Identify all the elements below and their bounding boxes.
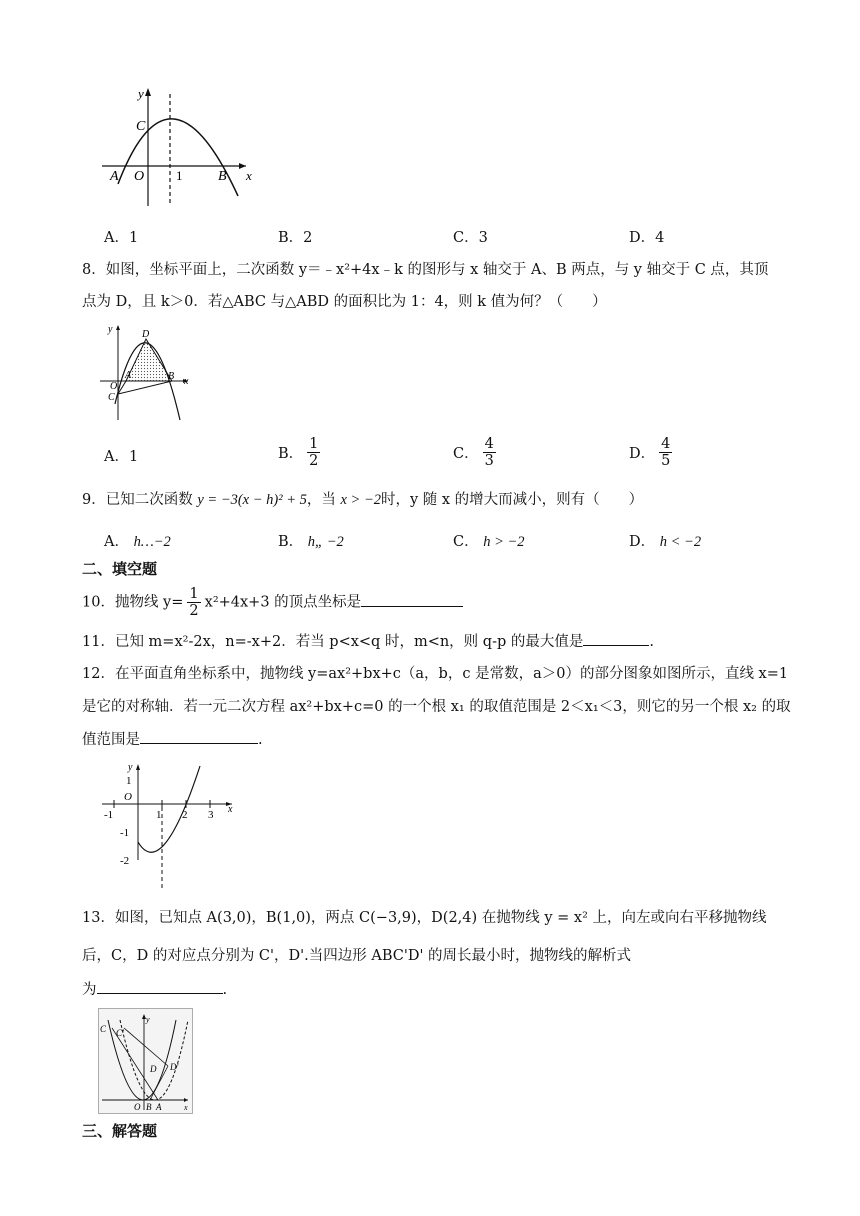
q13-question-line3: 为 . <box>82 978 822 1002</box>
q13-question-line2: 后，C，D 的对应点分别为 C'，D'.当四边形 ABC'D' 的周长最小时，抛物线的解析式 <box>82 948 632 964</box>
q12-y-tick-1: 1 <box>126 775 132 787</box>
q9-question: 9．已知二次函数 y = −3(x − h)² + 5，当 x > −2时，y 随 x 的增大而减小，则有（ ） <box>82 492 644 508</box>
q13-x-label: x <box>184 1103 188 1112</box>
q8-point-b: B <box>168 371 175 382</box>
q9-option-b[interactable]: B． h„ −2 <box>278 534 344 550</box>
q12-x-tick-2: 2 <box>182 809 188 821</box>
q12-x-tick-3: 3 <box>208 809 214 821</box>
q7-point-c: C <box>136 119 146 134</box>
q8-y-label: y <box>108 324 113 335</box>
q11-answer-blank[interactable] <box>583 631 649 646</box>
q12-question-line1: 12．在平面直角坐标系中，抛物线 y=ax²+bx+c（a，b，c 是常数，a＞0）的部分图象如图所示，直线 x=1 <box>82 666 789 682</box>
q8-x-label: x <box>184 376 189 387</box>
q8-option-b[interactable]: B． $\frac{1}{2}$ <box>278 436 319 469</box>
q13-point-c: C <box>100 1024 107 1034</box>
q7-tick-1: 1 <box>176 168 183 183</box>
q8-point-d: D <box>142 329 150 340</box>
q12-x-label: x <box>228 804 233 815</box>
q13-question-line1: 13．如图，已知点 A(3,0)，B(1,0)，两点 C(−3,9)，D(2,4) 在抛物线 y = x² 上，向左或向右平移抛物线 <box>82 910 767 926</box>
q9-option-d[interactable]: D． h < −2 <box>629 534 702 550</box>
q8-question-line1: 8．如图，坐标平面上，二次函数 y＝﹣x²+4x﹣k 的图形与 x 轴交于 A、B 两点，与 y 轴交于 C 点，其顶 <box>82 262 769 278</box>
q8-option-c[interactable]: C． $\frac{4}{3}$ <box>453 436 494 469</box>
q13-answer-blank[interactable] <box>97 979 223 994</box>
q8-point-c: C <box>108 392 115 403</box>
q9-formula: y = −3(x − h)² + 5 <box>197 492 307 508</box>
q12-question-line2: 是它的对称轴．若一元二次方程 ax²+bx+c=0 的一个根 x₁ 的取值范围是 2＜x₁＜3，则它的另一个根 x₂ 的取 <box>82 699 791 715</box>
q12-x-tick-1: 1 <box>156 809 162 821</box>
q12-y-label: y <box>128 762 133 773</box>
q12-y-tick-neg1: -1 <box>120 827 130 839</box>
q8-option-d[interactable]: D． $\frac{4}{5}$ <box>629 436 671 469</box>
q13-point-c-prime: C' <box>116 1028 124 1038</box>
q11-question: 11．已知 m=x²-2x，n=-x+2．若当 p<x<q 时，m<n，则 q-p 的最大值是 . <box>82 630 822 654</box>
q7-option-a[interactable]: A．1 <box>104 230 139 246</box>
q12-origin: O <box>124 791 132 803</box>
q10-answer-blank[interactable] <box>361 592 463 607</box>
q9-option-c[interactable]: C． h > −2 <box>453 534 525 550</box>
q7-parabola-graph <box>98 84 258 214</box>
q12-x-tick-neg1: -1 <box>104 809 114 821</box>
q8-question-line2: 点为 D，且 k＞0．若△ABC 与△ABD 的面积比为 1：4，则 k 值为何？（ ） <box>82 294 607 310</box>
q12-parabola-graph <box>98 760 248 890</box>
q7-option-b[interactable]: B．2 <box>278 230 313 246</box>
q13-point-d-prime: D' <box>170 1062 179 1072</box>
q13-point-d: D <box>150 1064 157 1074</box>
section-fill-in-heading: 二、填空题 <box>82 560 158 578</box>
q13-y-label: y <box>146 1015 150 1024</box>
q7-x-label: x <box>246 168 252 183</box>
q8-point-a: A <box>125 370 132 381</box>
q7-point-a: A <box>110 169 119 184</box>
q8-parabola-graph <box>98 322 198 422</box>
q10-question: 10．抛物线 y= $\frac{1}{2}$ x²+4x+3 的顶点坐标是 <box>82 586 822 619</box>
q8-origin: O <box>110 381 118 392</box>
q13-point-b: B <box>146 1102 152 1112</box>
q12-answer-blank[interactable] <box>140 729 258 744</box>
q7-option-c[interactable]: C．3 <box>453 230 488 246</box>
q7-y-label: y <box>138 86 144 101</box>
q7-origin: O <box>134 169 145 184</box>
q13-point-a: A <box>156 1102 162 1112</box>
q9-condition: x > −2 <box>340 492 381 508</box>
q13-origin: O <box>134 1102 141 1112</box>
q7-option-d[interactable]: D．4 <box>629 230 665 246</box>
section-answer-heading: 三、解答题 <box>82 1122 158 1140</box>
q9-option-a[interactable]: A． h…−2 <box>104 534 171 550</box>
q12-question-line3: 值范围是 . <box>82 728 822 752</box>
q12-y-tick-neg2: -2 <box>120 855 130 867</box>
q7-point-b: B <box>218 169 227 184</box>
q13-parabola-graph <box>98 1008 194 1116</box>
q8-option-a[interactable]: A．1 <box>104 449 139 465</box>
